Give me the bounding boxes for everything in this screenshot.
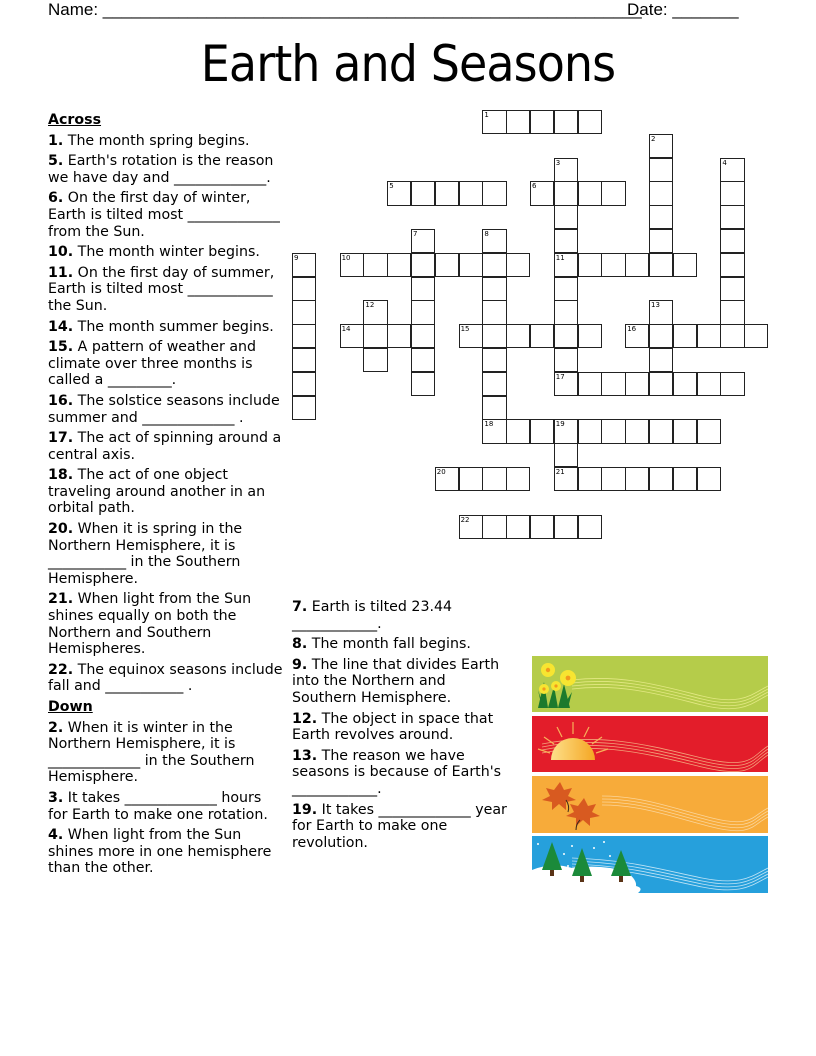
crossword-cell[interactable] [720, 253, 744, 277]
crossword-cell[interactable] [292, 372, 316, 396]
crossword-cell[interactable] [649, 324, 673, 348]
across-clue [48, 467, 284, 517]
crossword-cell[interactable] [340, 324, 364, 348]
crossword-cell[interactable] [530, 515, 554, 539]
crossword-cell[interactable] [554, 348, 578, 372]
clue-number: 17. [48, 430, 74, 447]
down-heading: Down [48, 699, 93, 715]
crossword-cell[interactable] [363, 253, 387, 277]
crossword-cell[interactable] [578, 324, 602, 348]
clue-number: 15. [48, 339, 74, 356]
cell-number: 14 [341, 325, 351, 334]
crossword-cell[interactable] [697, 372, 721, 396]
clue-number: 18. [48, 467, 74, 484]
crossword-cell[interactable] [411, 253, 435, 277]
down-clue [48, 790, 284, 823]
crossword-cell[interactable] [649, 181, 673, 205]
crossword-cell[interactable] [578, 253, 602, 277]
clue-number: 8. [292, 636, 308, 653]
clue-text: The act of spinning around a central axis. [48, 430, 282, 463]
crossword-cell[interactable] [673, 467, 697, 491]
clue-text: The line that divides Earth into the Northern and Southern Hemisphere. [292, 656, 500, 706]
crossword-cell[interactable] [411, 372, 435, 396]
crossword-cell[interactable] [387, 253, 411, 277]
crossword-cell[interactable] [649, 300, 673, 324]
crossword-cell[interactable] [720, 372, 744, 396]
crossword-cell[interactable] [578, 467, 602, 491]
down-clue [292, 636, 512, 653]
crossword-cell[interactable] [601, 467, 625, 491]
cell-number: 17 [555, 372, 565, 381]
crossword-cell[interactable] [720, 158, 744, 182]
clue-text: The object in space that Earth revolves around. [292, 710, 494, 744]
crossword-cell[interactable] [578, 419, 602, 443]
clue-text: On the first day of summer, Earth is tilted most ____________ the Sun. [48, 264, 275, 314]
clue-text: The reason we have seasons is because of Earth's ____________. [292, 747, 501, 797]
maple-leaves-icon [532, 776, 768, 833]
clue-text: The month fall begins. [307, 636, 471, 653]
page-title: Earth and Seasons [200, 35, 616, 93]
clue-text: A pattern of weather and climate over three months is called a _________. [48, 339, 257, 389]
across-clue [48, 393, 284, 426]
clue-text: On the first day of winter, Earth is tilted most _____________ from the Sun. [48, 190, 280, 240]
across-clue [48, 133, 284, 150]
cell-number: 16 [627, 325, 637, 334]
across-clue [48, 319, 284, 336]
crossword-cell[interactable] [411, 324, 435, 348]
clue-number: 3. [48, 789, 64, 806]
clue-text: The month winter begins. [73, 244, 260, 261]
clue-number: 6. [48, 190, 64, 207]
crossword-cell[interactable] [292, 253, 316, 277]
crossword-cell[interactable] [506, 253, 530, 277]
cell-number: 22 [460, 515, 470, 524]
crossword-cell[interactable] [625, 324, 649, 348]
crossword-cell[interactable] [554, 372, 578, 396]
crossword-cell[interactable] [482, 396, 506, 420]
crossword-cell[interactable] [554, 110, 578, 134]
crossword-cell[interactable] [363, 300, 387, 324]
crossword-cell[interactable] [387, 324, 411, 348]
date-field-label: Date: _______ [627, 0, 739, 19]
cell-number: 19 [555, 420, 565, 429]
clue-text: When it is spring in the Northern Hemisphere, it is ___________ in the Southern Hemisphere. [48, 521, 243, 587]
clue-text: It takes _____________ hours for Earth to make one rotation. [48, 789, 268, 823]
crossword-cell[interactable] [363, 348, 387, 372]
clue-number: 19. [292, 801, 318, 818]
clue-text: When light from the Sun shines more in one hemisphere than the other. [48, 827, 272, 877]
crossword-cell[interactable] [625, 372, 649, 396]
clue-number: 2. [48, 719, 64, 736]
clue-number: 16. [48, 392, 74, 409]
crossword-cell[interactable] [411, 229, 435, 253]
crossword-cell[interactable] [697, 324, 721, 348]
clue-number: 10. [48, 244, 74, 261]
crossword-cell[interactable] [435, 253, 459, 277]
crossword-cell[interactable] [482, 181, 506, 205]
down-clue [48, 720, 284, 786]
crossword-cell[interactable] [673, 419, 697, 443]
across-clue [48, 190, 284, 240]
down-clue [292, 711, 512, 744]
rising-sun-icon [532, 716, 768, 772]
clue-number: 21. [48, 591, 74, 608]
crossword-cell[interactable] [697, 467, 721, 491]
crossword-cell[interactable] [482, 372, 506, 396]
crossword-cell[interactable] [411, 300, 435, 324]
across-clue [48, 244, 284, 261]
cell-number: 7 [413, 230, 418, 238]
crossword-cell[interactable] [482, 324, 506, 348]
clue-number: 12. [292, 710, 318, 727]
cell-number: 18 [484, 420, 494, 429]
crossword-cell[interactable] [554, 277, 578, 301]
crossword-cell[interactable] [554, 515, 578, 539]
cell-number: 3 [555, 158, 561, 167]
crossword-cell[interactable] [292, 277, 316, 301]
clue-text: When light from the Sun shines equally on both the Northern and Southern Hemispheres. [48, 591, 252, 658]
crossword-cell[interactable] [459, 324, 483, 348]
daffodils-icon [532, 656, 768, 712]
crossword-cell[interactable] [554, 181, 578, 205]
cell-number: 6 [532, 182, 537, 191]
cell-number: 1 [484, 111, 489, 119]
crossword-cell[interactable] [649, 205, 673, 229]
crossword-cell[interactable] [459, 181, 483, 205]
crossword-cell[interactable] [506, 419, 530, 443]
clue-number: 5. [48, 153, 64, 170]
crossword-cell[interactable] [387, 181, 411, 205]
crossword-cell[interactable] [649, 253, 673, 277]
name-field-label: Name: _________________________________________________________ [48, 0, 642, 19]
across-heading: Across [48, 112, 102, 128]
crossword-cell[interactable] [720, 324, 744, 348]
snowy-trees-icon [532, 836, 768, 893]
crossword-cell[interactable] [482, 300, 506, 324]
clue-number: 11. [48, 264, 74, 281]
crossword-cell[interactable] [482, 253, 506, 277]
cell-number: 2 [651, 134, 656, 143]
crossword-cell[interactable] [459, 467, 483, 491]
down-clue [292, 657, 512, 707]
crossword-cell[interactable] [530, 324, 554, 348]
crossword-cell[interactable] [482, 515, 506, 539]
crossword-cell[interactable] [530, 181, 554, 205]
crossword-cell[interactable] [578, 372, 602, 396]
crossword-cell[interactable] [720, 277, 744, 301]
cell-number: 5 [389, 182, 394, 191]
crossword-cell[interactable] [554, 419, 578, 443]
crossword-cell[interactable] [601, 253, 625, 277]
crossword-cell[interactable] [697, 419, 721, 443]
across-clue [48, 591, 284, 657]
crossword-cell[interactable] [554, 324, 578, 348]
down-clue [48, 827, 284, 877]
cell-number: 13 [651, 301, 660, 310]
crossword-cell[interactable] [363, 324, 387, 348]
crossword-cell[interactable] [578, 181, 602, 205]
crossword-cell[interactable] [720, 181, 744, 205]
across-clue-list [48, 133, 284, 695]
crossword-cell[interactable] [482, 229, 506, 253]
down-clue-list-part1 [48, 720, 284, 877]
crossword-cell[interactable] [673, 372, 697, 396]
crossword-cell[interactable] [506, 467, 530, 491]
clue-number: 4. [48, 827, 64, 844]
crossword-cell[interactable] [744, 324, 768, 348]
clue-number: 13. [292, 747, 318, 764]
across-clue [48, 662, 284, 695]
crossword-cell[interactable] [554, 229, 578, 253]
crossword-cell[interactable] [625, 467, 649, 491]
down-clue [292, 748, 512, 798]
crossword-cell[interactable] [649, 134, 673, 158]
clue-number: 9. [292, 656, 308, 673]
crossword-cell[interactable] [411, 348, 435, 372]
crossword-cell[interactable] [601, 419, 625, 443]
clue-text: The solstice seasons include summer and _____________ . [48, 392, 280, 426]
cell-number: 21 [555, 468, 565, 476]
cell-number: 8 [484, 230, 489, 238]
clues-middle-column [292, 599, 512, 855]
crossword-cell[interactable] [554, 205, 578, 229]
clue-text: When it is winter in the Northern Hemisphere, it is _____________ in the Southern Hemisphere. [48, 719, 255, 786]
cell-number: 4 [722, 158, 727, 167]
crossword-cell[interactable] [578, 110, 602, 134]
cell-number: 10 [341, 253, 351, 262]
crossword-cell[interactable] [292, 396, 316, 420]
crossword-cell[interactable] [459, 515, 483, 539]
crossword-cell[interactable] [625, 419, 649, 443]
crossword-cell[interactable] [601, 372, 625, 396]
summer-panel [532, 716, 768, 772]
clue-text: Earth's rotation is the reason we have day and _____________. [48, 153, 274, 186]
crossword-cell[interactable] [435, 181, 459, 205]
clue-number: 20. [48, 521, 74, 538]
crossword-cell[interactable] [554, 300, 578, 324]
spring-panel [532, 656, 768, 712]
crossword-cell[interactable] [649, 229, 673, 253]
down-clue [292, 599, 512, 632]
cell-number: 11 [555, 253, 565, 262]
crossword-cell[interactable] [482, 467, 506, 491]
clue-number: 22. [48, 661, 74, 678]
crossword-cell[interactable] [292, 324, 316, 348]
crossword-cell[interactable] [649, 158, 673, 182]
down-clue-list-part2 [292, 599, 512, 851]
crossword-cell[interactable] [649, 372, 673, 396]
crossword-cell[interactable] [435, 467, 459, 491]
clue-number: 1. [48, 132, 64, 149]
crossword-cell[interactable] [625, 253, 649, 277]
clue-number: 7. [292, 599, 308, 615]
crossword-cell[interactable] [292, 348, 316, 372]
crossword-cell[interactable] [506, 110, 530, 134]
crossword-cell[interactable] [554, 467, 578, 491]
across-clue [48, 265, 284, 315]
crossword-cell[interactable] [649, 467, 673, 491]
crossword-cell[interactable] [554, 443, 578, 467]
cell-number: 20 [436, 468, 446, 476]
winter-panel [532, 836, 768, 893]
crossword-cell[interactable] [673, 253, 697, 277]
cell-number: 12 [365, 301, 375, 310]
crossword-cell[interactable] [720, 300, 744, 324]
clue-text: It takes _____________ year for Earth to make one revolution. [292, 801, 507, 851]
crossword-cell[interactable] [673, 324, 697, 348]
crossword-cell[interactable] [649, 419, 673, 443]
crossword-cell[interactable] [601, 181, 625, 205]
across-clue [48, 430, 284, 463]
clue-text: The month spring begins. [63, 132, 250, 149]
cell-number: 9 [294, 253, 299, 262]
clue-text: The act of one object traveling around another in an orbital path. [48, 467, 266, 517]
crossword-cell[interactable] [506, 515, 530, 539]
cell-number: 15 [460, 325, 470, 334]
crossword-cell[interactable] [720, 205, 744, 229]
crossword-cell[interactable] [482, 348, 506, 372]
crossword-cell[interactable] [506, 324, 530, 348]
clue-number: 14. [48, 318, 74, 335]
clues-left-column [48, 112, 284, 881]
clue-text: The month summer begins. [73, 318, 274, 335]
fall-panel [532, 776, 768, 833]
crossword-cell[interactable] [530, 419, 554, 443]
crossword-cell[interactable] [554, 158, 578, 182]
across-clue [48, 521, 284, 587]
clue-text: Earth is tilted 23.44 ____________. [292, 599, 453, 632]
crossword-cell[interactable] [482, 419, 506, 443]
across-clue [48, 339, 284, 389]
crossword-cell[interactable] [649, 348, 673, 372]
crossword-cell[interactable] [720, 229, 744, 253]
crossword-cell[interactable] [411, 277, 435, 301]
crossword-cell[interactable] [292, 300, 316, 324]
down-clue [292, 802, 512, 852]
crossword-cell[interactable] [482, 277, 506, 301]
clue-text: The equinox seasons include fall and ___________ . [48, 661, 283, 695]
crossword-cell[interactable] [554, 253, 578, 277]
crossword-cell[interactable] [578, 515, 602, 539]
crossword-cell[interactable] [530, 110, 554, 134]
crossword-cell[interactable] [459, 253, 483, 277]
crossword-cell[interactable] [411, 181, 435, 205]
across-clue [48, 153, 284, 186]
crossword-cell[interactable] [482, 110, 506, 134]
crossword-cell[interactable] [340, 253, 364, 277]
